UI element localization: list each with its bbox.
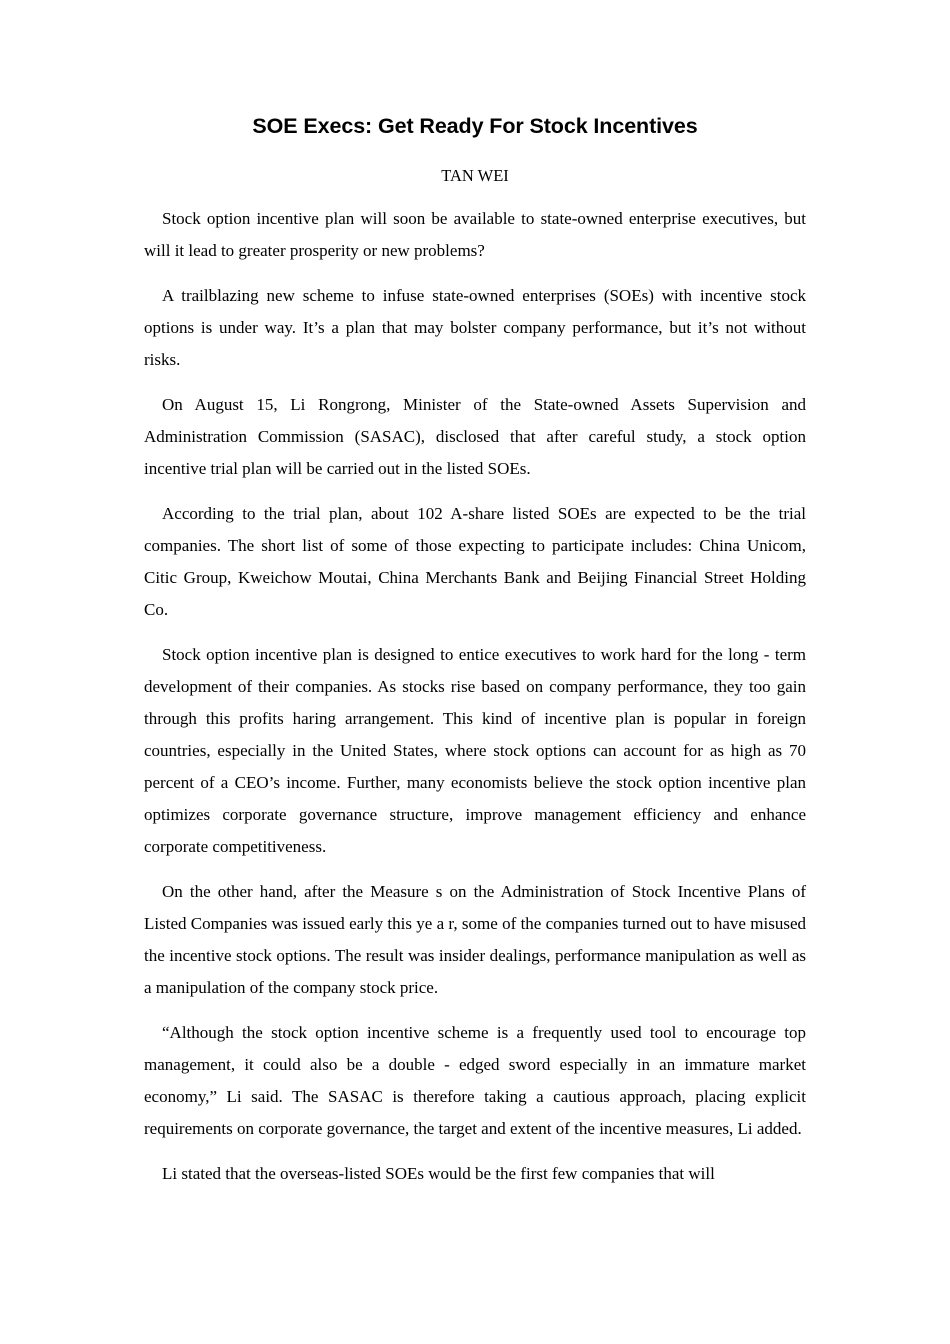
article-author: TAN WEI	[441, 166, 509, 185]
article-title: SOE Execs: Get Ready For Stock Incentives	[252, 114, 698, 138]
paragraph-3: On August 15, Li Rongrong, Minister of the State-owned Assets Supervision and Administration Commission (SASAC), disclosed that after careful study, a stock option incentive trial plan will be carried out in the listed SOEs.	[144, 395, 806, 478]
document-page	[144, 110, 806, 1203]
paragraph-1: Stock option incentive plan will soon be available to state-owned enterprise executives, but will it lead to greater prosperity or new problems?	[144, 209, 806, 260]
paragraph-4: According to the trial plan, about 102 A-share listed SOEs are expected to be the trial companies. The short list of some of those expecting to participate includes: China Unicom, Citic Group, Kweichow Moutai, China Merchants Bank and Beijing Financial Street Holding Co.	[144, 504, 806, 619]
paragraph-7: “Although the stock option incentive scheme is a frequently used tool to encourage top management, it could also be a double - edged sword especially in an immature market economy,” Li said. The SASAC is therefore taking a cautious approach, placing explicit requirements on corporate governance, the target and extent of the incentive measures, Li added.	[144, 1023, 806, 1138]
paragraph-5: Stock option incentive plan is designed to entice executives to work hard for the long - term development of their companies. As stocks rise based on company performance, they too gain through this profits haring arrangement. This kind of incentive plan is popular in foreign countries, especially in the United States, where stock options can account for as high as 70 percent of a CEO’s income. Further, many economists believe the stock option incentive plan optimizes corporate governance structure, improve management efficiency and enhance corporate competitiveness.	[144, 645, 806, 856]
paragraph-8: Li stated that the overseas-listed SOEs would be the first few companies that will	[162, 1164, 715, 1183]
paragraph-2: A trailblazing new scheme to infuse state-owned enterprises (SOEs) with incentive stock options is under way. It’s a plan that may bolster company performance, but it’s not without risks.	[144, 286, 806, 369]
paragraph-6: On the other hand, after the Measure s on the Administration of Stock Incentive Plans of Listed Companies was issued early this ye a r, some of the companies turned out to have misused the incentive stock options. The result was insider dealings, performance manipulation as well as a manipulation of the company stock price.	[144, 882, 806, 997]
